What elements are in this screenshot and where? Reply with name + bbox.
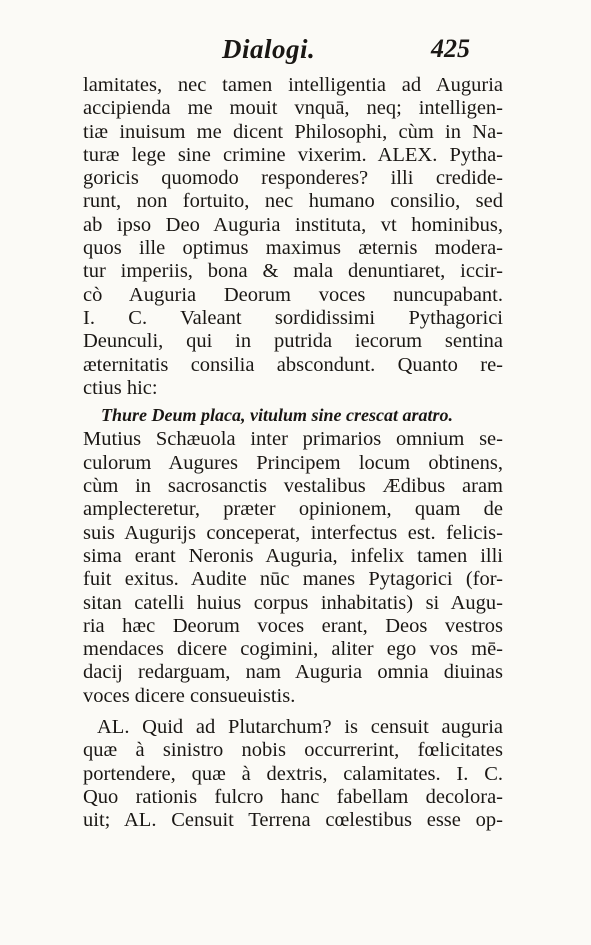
text-line: ctius hic: xyxy=(83,376,158,399)
text-line: Quo rationis fulcro hanc fabellam decolora- xyxy=(83,785,503,808)
text-line: portendere, quæ à dextris, calamitates. I. C. xyxy=(83,762,503,785)
running-title: Dialogi. xyxy=(222,34,316,64)
text-line: Mutius Schæuola inter primarios omnium se- xyxy=(83,428,503,451)
text-line: cò Auguria Deorum voces nuncupabant. xyxy=(83,283,503,306)
text-line: I. C. Valeant sordidissimi Pythagorici xyxy=(83,306,503,329)
text-line: fuit exitus. Audite nūc manes Pytagorici (for- xyxy=(83,568,503,591)
text-line: accipienda me mouit vnquā, neq; intelligen- xyxy=(83,97,503,120)
page-number: 425 xyxy=(431,34,470,63)
text-line: mendaces dicere cogimini, aliter ego vos mē- xyxy=(83,638,503,661)
text-line: uit; AL. Censuit Terrena cœlestibus esse op- xyxy=(83,809,503,832)
text-line: sitan catelli huius corpus inhabitatis) si Augu- xyxy=(83,591,503,614)
text-line: quos ille optimus maximus æternis modera- xyxy=(83,237,503,260)
text-line: turæ lege sine crimine vixerim. ALEX. Pytha- xyxy=(83,143,503,166)
paragraph-gap xyxy=(83,708,503,716)
text-line: goricis quomodo responderes? illi credide- xyxy=(83,167,503,190)
text-line: cùm in sacrosanctis vestalibus Ædibus aram xyxy=(83,475,503,498)
text-line: AL. Quid ad Plutarchum? is censuit auguria xyxy=(97,716,503,739)
text-line: ria hæc Deorum voces erant, Deos vestros xyxy=(83,614,503,637)
text-line: æternitatis consilia abscondunt. Quanto re- xyxy=(83,353,503,376)
text-line: tiæ inuisum me dicent Philosophi, cùm in Na- xyxy=(83,120,503,143)
text-line: amplecteretur, præter opinionem, quam de xyxy=(83,498,503,521)
text-line: suis Augurijs conceperat, interfectus est. felicis- xyxy=(83,521,503,544)
verse-quotation: Thure Deum placa, vitulum sine crescat aratro. xyxy=(101,405,454,426)
text-line: ab ipso Deo Auguria instituta, vt hominibus, xyxy=(83,213,503,236)
text-line: tur imperiis, bona & mala denuntiaret, iccir- xyxy=(83,260,503,283)
text-line: quæ à sinistro nobis occurrerint, fœlicitates xyxy=(83,739,503,762)
text-line: sima erant Neronis Auguria, infelix tamen illi xyxy=(83,544,503,567)
page-header xyxy=(0,34,591,74)
text-line: runt, non fortuito, nec humano consilio, sed xyxy=(83,190,503,213)
body-text xyxy=(83,74,503,833)
text-line: lamitates, nec tamen intelligentia ad Auguria xyxy=(83,74,503,96)
text-line: voces dicere consueuistis. xyxy=(83,684,296,707)
text-line: culorum Augures Principem locum obtinens, xyxy=(83,451,503,474)
text-line: Deunculi, qui in putrida iecorum sentina xyxy=(83,330,503,353)
text-line: dacij redarguam, nam Auguria omnia diuinas xyxy=(83,661,503,684)
